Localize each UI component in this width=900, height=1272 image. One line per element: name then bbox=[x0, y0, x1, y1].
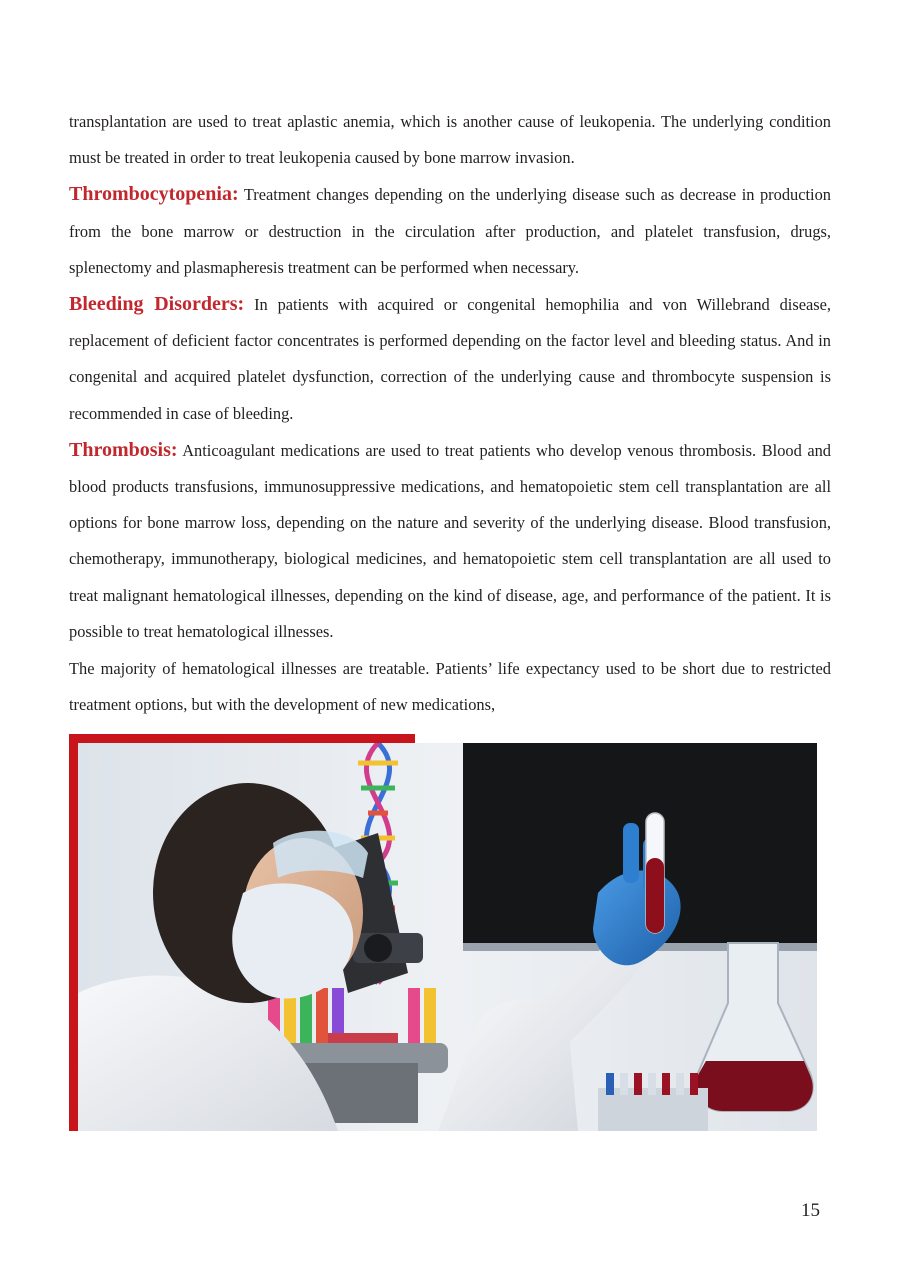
paragraph-text: Treatment changes depending on the underlying disease such as decrease in production from the bone marrow or destruction in the circulation after production, and platelet transfusion, drugs, splenectomy and plasmapheresis treatment can be performed when necessary. bbox=[69, 185, 831, 277]
paragraph-leukopenia-continued bbox=[69, 103, 831, 176]
paragraph-text: Anticoagulant medications are used to treat patients who develop venous thrombosis. Blood and blood products transfusions, immunosuppressive medications, and hematopoietic stem cell transplantation are all options for bone marrow loss, depending on the nature and severity of the underlying disease. Blood transfusion, chemotherapy, immunotherapy, biological medicines, and hematopoietic stem cell transplantation are all used to treat malignant hematological illnesses, depending on the kind of disease, age, and performance of the patient. It is possible to treat hematological illnesses. bbox=[69, 440, 831, 641]
photo-lab-scientist bbox=[78, 743, 817, 1131]
red-frame-left bbox=[69, 734, 78, 1131]
paragraph-bleeding-disorders bbox=[69, 286, 831, 432]
paragraph-thrombocytopenia bbox=[69, 176, 831, 286]
paragraph-heading: Bleeding Disorders: bbox=[69, 293, 245, 316]
paragraph-text: transplantation are used to treat aplastic anemia, which is another cause of leukopenia. The underlying condition must be treated in order to treat leukopenia caused by bone marrow invasion. bbox=[69, 112, 831, 168]
paragraph-treatable bbox=[69, 650, 831, 723]
red-frame-top bbox=[69, 734, 415, 743]
page-number: 15 bbox=[801, 1200, 820, 1221]
paragraph-thrombosis bbox=[69, 432, 831, 650]
test-tube-icon bbox=[646, 813, 664, 933]
body-text bbox=[69, 103, 831, 723]
lab-photo-figure bbox=[69, 734, 817, 1131]
paragraph-text: In patients with acquired or congenital hemophilia and von Willebrand disease, replacement of deficient factor concentrates is performed depending on the factor level and bleeding status. And in congenital and acquired platelet dysfunction, correction of the underlying cause and thrombocyte suspension is recommended in case of bleeding. bbox=[69, 295, 831, 423]
paragraph-heading: Thrombosis: bbox=[69, 438, 178, 461]
paragraph-text: The majority of hematological illnesses are treatable. Patients’ life expectancy used to be short due to restricted treatment options, but with the development of new medications, bbox=[69, 659, 831, 715]
paragraph-heading: Thrombocytopenia: bbox=[69, 183, 239, 206]
